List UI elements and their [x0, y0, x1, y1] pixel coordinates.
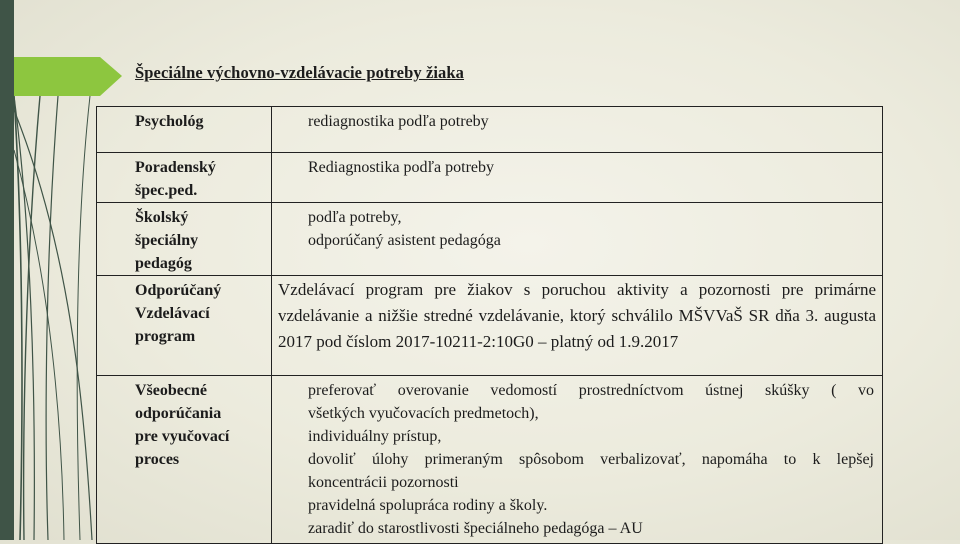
- table-row: [97, 376, 883, 544]
- row-value-line: dovoliť úlohy primeraným spôsobom verbalizovať, napomáha to k lepšej: [308, 451, 874, 468]
- page-title: Špeciálne výchovno-vzdelávacie potreby žiaka: [135, 63, 465, 82]
- row-label-line: Školský: [135, 209, 189, 226]
- needs-table: [96, 106, 883, 544]
- row-label-line: Psychológ: [135, 113, 204, 130]
- row-label-line: odporúčania: [135, 405, 222, 422]
- row-label: [97, 376, 272, 544]
- row-value: Vzdelávací program pre žiakov s poruchou aktivity a pozornosti pre primárne vzdelávanie a nižšie stredné vzdelávanie, ktorý schválilo MŠVVaŠ SR dňa 3. augusta 2017 pod číslom 2017-10211-2:10G0 – platný od 1.9.2017: [272, 276, 883, 376]
- row-label-line: proces: [135, 451, 180, 468]
- table-row: [97, 276, 883, 376]
- row-value: [272, 153, 883, 203]
- row-value-line: zaradiť do starostlivosti špeciálneho pedagóga – AU: [308, 520, 643, 537]
- row-value-line: odporúčaný asistent pedagóga: [308, 232, 501, 249]
- row-label-line: Poradenský: [135, 159, 216, 176]
- row-label: [97, 153, 272, 203]
- row-value-line: pravidelná spolupráca rodiny a školy.: [308, 497, 548, 514]
- row-value: [272, 203, 883, 276]
- arrow-accent-icon: [14, 57, 122, 96]
- row-value: [272, 376, 883, 544]
- row-label-line: Odporúčaný: [135, 282, 222, 299]
- row-label: [97, 203, 272, 276]
- row-label-line: špec.ped.: [135, 182, 198, 199]
- row-label-line: pre vyučovací: [135, 428, 230, 445]
- table-row: [97, 107, 883, 153]
- row-label: [97, 107, 272, 153]
- row-value-line: koncentrácii pozornosti: [308, 474, 459, 491]
- row-value-line: Rediagnostika podľa potreby: [308, 159, 495, 176]
- row-value-line: individuálny prístup,: [308, 428, 442, 445]
- row-value-line: všetkých vyučovacích predmetoch),: [308, 405, 539, 422]
- table-row: [97, 153, 883, 203]
- row-value-line: preferovať overovanie vedomostí prostredníctvom ústnej skúšky ( vo: [308, 382, 874, 399]
- row-value-line: rediagnostika podľa potreby: [308, 113, 489, 130]
- row-label-line: špeciálny: [135, 232, 199, 249]
- row-label-line: pedagóg: [135, 255, 192, 272]
- row-label-line: Všeobecné: [135, 382, 207, 399]
- row-label-line: Vzdelávací: [135, 305, 210, 322]
- row-label-line: program: [135, 328, 196, 345]
- row-value: [272, 107, 883, 153]
- table-row: [97, 203, 883, 276]
- row-value-line: podľa potreby,: [308, 209, 402, 226]
- row-label: [97, 276, 272, 376]
